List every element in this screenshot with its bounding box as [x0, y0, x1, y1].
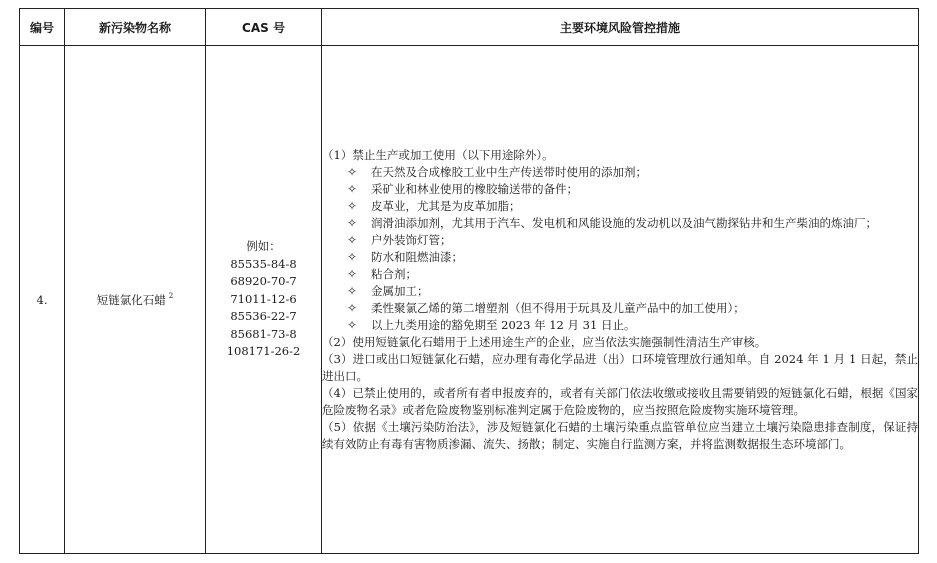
row-number: 4. — [20, 46, 65, 554]
diamond-bullet-icon: ✧ — [347, 266, 358, 281]
pollutant-name-cell — [65, 46, 206, 554]
list-item: ✧ 在天然及合成橡胶工业中生产传送带时使用的添加剂； — [347, 164, 647, 179]
cas-number: 71011-12-6 — [230, 291, 297, 306]
table-row — [20, 46, 919, 554]
list-item: ✧ 防水和阻燃油漆； — [347, 249, 463, 264]
cas-intro: 例如： — [246, 239, 281, 254]
cas-list — [227, 238, 301, 361]
cas-number: 108171-26-2 — [226, 344, 301, 359]
cas-cell — [206, 46, 322, 554]
list-item: ✧ 皮革业，尤其是为皮革加脂； — [347, 198, 521, 213]
list-item: ✧ 金属加工； — [347, 283, 429, 298]
header-cas-number: CAS 号 — [206, 9, 322, 46]
diamond-bullet-icon: ✧ — [347, 215, 358, 230]
header-pollutant-name: 新污染物名称 — [65, 9, 206, 46]
measure-item-5: （5）依据《土壤污染防治法》，涉及短链氯化石蜡的土壤污染重点监管单位应当建立土壤污染隐患排查制度，保证持续有效防止有毒有害物质渗漏、流失、扬散；制定、实施自行监测方案，并将监测数据报生态环境部门。 — [322, 419, 918, 451]
control-measures-cell — [322, 46, 919, 554]
diamond-bullet-icon: ✧ — [347, 317, 358, 332]
diamond-bullet-icon: ✧ — [347, 198, 358, 213]
cas-number: 85535-84-8 — [230, 256, 297, 271]
list-item: ✧ 采矿业和林业使用的橡胶输送带的备件； — [347, 181, 578, 196]
diamond-bullet-icon: ✧ — [347, 164, 358, 179]
diamond-bullet-icon: ✧ — [347, 300, 358, 315]
measure-item-4: （4）已禁止使用的，或者所有者申报废弃的，或者有关部门依法收缴或接收且需要销毁的短链氯化石蜡，根据《国家危险废物名录》或者危险废物鉴别标准判定属于危险废物的，应当按照危险废物实施环境管理。 — [322, 385, 918, 417]
header-number: 编号 — [20, 9, 65, 46]
header-control-measures: 主要环境风险管控措施 — [322, 9, 919, 46]
exemption-list — [322, 164, 918, 334]
header-row — [20, 9, 919, 46]
diamond-bullet-icon: ✧ — [347, 283, 358, 298]
list-item: ✧ 以上九类用途的豁免期至 2023 年 12 月 31 日止。 — [347, 317, 636, 332]
list-item: ✧ 户外装饰灯管； — [347, 232, 452, 247]
pollutant-name: 短链氯化石蜡 — [96, 292, 166, 307]
measure-item-3: （3）进口或出口短链氯化石蜡，应办理有毒化学品进（出）口环境管理放行通知单。自 2024 年 1 月 1 日起，禁止进出口。 — [322, 351, 918, 383]
cas-number: 85536-22-7 — [230, 309, 297, 324]
list-item: ✧ 粘合剂； — [347, 266, 417, 281]
footnote-marker: 2 — [168, 291, 174, 300]
list-item: ✧ 润滑油添加剂，尤其用于汽车、发电机和风能设施的发动机以及油气勘探钻井和生产柴油的炼油厂； — [347, 215, 877, 230]
pollutant-control-table — [19, 8, 919, 554]
cas-number: 85681-73-8 — [230, 326, 297, 341]
cas-number: 68920-70-7 — [230, 274, 297, 289]
diamond-bullet-icon: ✧ — [347, 232, 358, 247]
list-item: ✧ 柔性聚氯乙烯的第二增塑剂（但不得用于玩具及儿童产品中的加工使用）； — [347, 300, 745, 315]
measure-item-2: （2）使用短链氯化石蜡用于上述用途生产的企业，应当依法实施强制性清洁生产审核。 — [322, 334, 767, 349]
measure-item-1: （1）禁止生产或加工使用（以下用途除外）。 — [322, 147, 554, 162]
diamond-bullet-icon: ✧ — [347, 249, 358, 264]
diamond-bullet-icon: ✧ — [347, 181, 358, 196]
